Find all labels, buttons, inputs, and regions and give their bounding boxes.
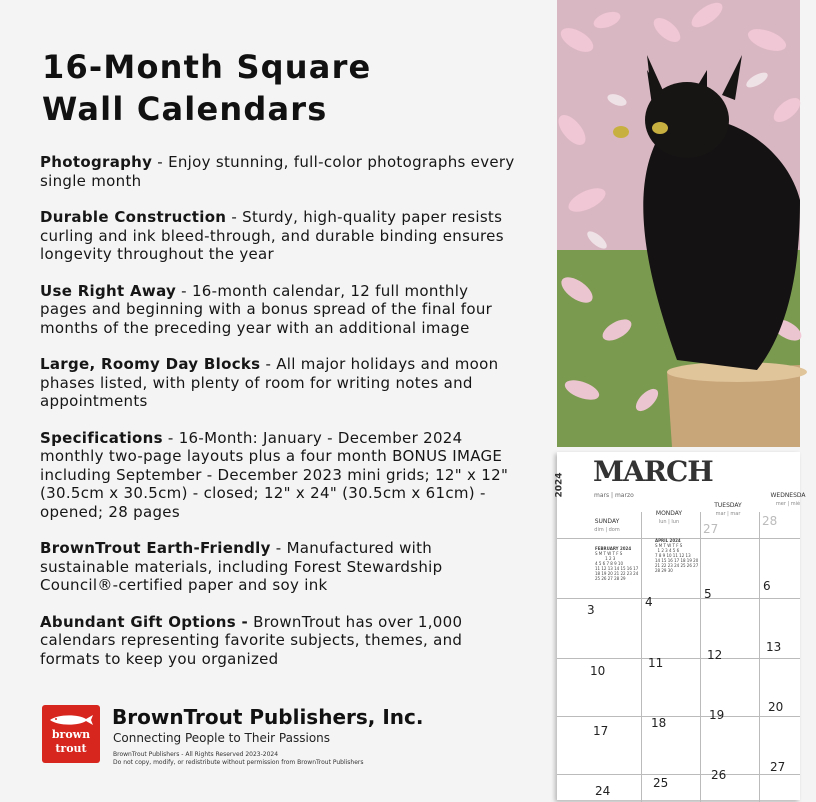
feature-text: - Manufactured with sustainable materials, including Forest Stewardship Council®-certified paper and soy ink — [40, 539, 443, 594]
dayhead-label: SUNDAY — [594, 518, 620, 525]
feature-construction — [40, 208, 520, 264]
day-number: 28 — [762, 514, 778, 528]
feature-text: - Sturdy, high-quality paper resists curling and ink bleed-through, and durable binding ensures longevity throughout the year — [40, 208, 504, 263]
feature-text: - 16-month calendar, 12 full monthly pages and beginning with a bonus spread of the final four months of the preceding year with an additional image — [40, 281, 493, 337]
day-number: 5 — [704, 587, 712, 601]
rights-notice: BrownTrout Publishers - All Rights Reserved 2023-2024 — [113, 751, 279, 758]
mini-calendar-title: APRIL 2024 — [655, 538, 681, 543]
feature-text: - 16-Month: January - December 2024 monthly two-page layouts plus a four month BONUS IMAGE including September - December 2023 mini grids; 12" x 12" (30.5cm x 30.5cm) - closed; 12" x 24" (30.5cm x 61cm) - opened; 28 pages — [40, 428, 509, 521]
day-number: 4 — [645, 595, 653, 609]
dayhead-sunday — [579, 518, 635, 534]
grid-line — [700, 512, 701, 802]
grid-line — [557, 774, 800, 775]
day-number: 19 — [709, 708, 725, 722]
grid-line — [759, 512, 760, 802]
day-number: 11 — [648, 656, 664, 670]
feature-photography — [40, 153, 520, 190]
feature-heading: Photography — [40, 153, 153, 171]
feature-heading: Specifications — [40, 428, 163, 447]
logo-word-trout: trout — [55, 742, 87, 755]
calendar-month: MARCH — [593, 455, 713, 488]
day-number: 26 — [711, 768, 727, 782]
day-number: 18 — [651, 716, 667, 730]
day-number: 27 — [703, 522, 719, 536]
title-line-1: 16-Month Square — [42, 48, 372, 86]
mini-calendar-title: FEBRUARY 2024 — [595, 546, 632, 551]
copy-notice: Do not copy, modify, or redistribute without permission from BrownTrout Publishers — [113, 759, 364, 766]
day-number: 13 — [766, 640, 782, 654]
calendar-year: 2024 — [554, 472, 565, 498]
day-number: 10 — [590, 664, 606, 678]
page-title — [42, 46, 371, 130]
trout-fish-icon — [48, 713, 94, 727]
day-number: 12 — [707, 648, 723, 662]
logo-word-brown: brown — [51, 728, 91, 741]
dayhead-alt: dim | dom — [594, 527, 620, 533]
calendar-month-alt: mars | marzo — [594, 492, 634, 499]
feature-earth-friendly — [40, 539, 520, 595]
feature-day-blocks — [40, 355, 520, 411]
grid-line — [557, 716, 800, 717]
grid-line — [641, 512, 642, 802]
day-number: 27 — [770, 760, 786, 774]
dayhead-alt: lun | lun — [658, 519, 680, 525]
feature-text: - Enjoy stunning, full-color photographs every single month — [40, 153, 515, 190]
dayhead-monday — [641, 510, 697, 526]
feature-specifications — [40, 429, 520, 522]
feature-heading: Large, Roomy Day Blocks — [40, 355, 261, 373]
feature-heading: Use Right Away — [40, 281, 177, 300]
feature-gift-options — [40, 613, 520, 669]
cat-photo-illustration — [557, 0, 800, 447]
dayhead-tuesday — [700, 502, 756, 518]
dayhead-label: WEDNESDA — [770, 492, 806, 499]
cover-photo-black-cat — [557, 0, 800, 447]
feature-text: - All major holidays and moon phases listed, with plenty of room for writing notes and appointments — [40, 355, 499, 410]
day-number: 25 — [653, 776, 669, 790]
title-line-2: Wall Calendars — [42, 90, 328, 128]
dayhead-label: TUESDAY — [714, 502, 742, 509]
grid-line — [557, 658, 800, 659]
feature-heading: Abundant Gift Options - — [40, 612, 249, 631]
dayhead-alt: mer | mié — [775, 501, 801, 507]
day-number: 24 — [595, 784, 611, 798]
dayhead-label: MONDAY — [655, 510, 683, 517]
publisher-tagline: Connecting People to Their Passions — [113, 731, 331, 745]
browntrout-logo — [42, 705, 100, 763]
day-number: 20 — [768, 700, 784, 714]
mini-calendar-february: FEBRUARY 2024 S M T W T F S 1 2 3 4 5 6 7 8 9 10 11 12 13 14 15 16 17 18 19 20 21 22 23 24 25 26 27 28 29 — [595, 546, 639, 581]
mini-calendar-april: APRIL 2024 S M T W T F S 1 2 3 4 5 6 7 8 9 10 11 12 13 14 15 16 17 18 19 20 21 22 23 24 25 26 27 28 29 30 — [655, 538, 699, 573]
feature-heading: Durable Construction — [40, 208, 227, 226]
publisher-footer — [42, 705, 542, 769]
feature-text: BrownTrout has over 1,000 calendars representing favorite subjects, themes, and formats to keep you organized — [40, 612, 463, 668]
day-number: 3 — [587, 603, 595, 617]
feature-list — [40, 153, 520, 686]
grid-line — [557, 598, 800, 599]
feature-use-right-away — [40, 282, 520, 338]
day-number: 17 — [593, 724, 609, 738]
calendar-page-preview — [554, 452, 806, 800]
dayhead-wednesday — [760, 492, 816, 508]
publisher-name: BrownTrout Publishers, Inc. — [112, 705, 424, 729]
day-number: 6 — [763, 579, 771, 593]
dayhead-alt: mar | mar — [715, 511, 741, 517]
feature-heading: BrownTrout Earth-Friendly — [40, 539, 271, 557]
